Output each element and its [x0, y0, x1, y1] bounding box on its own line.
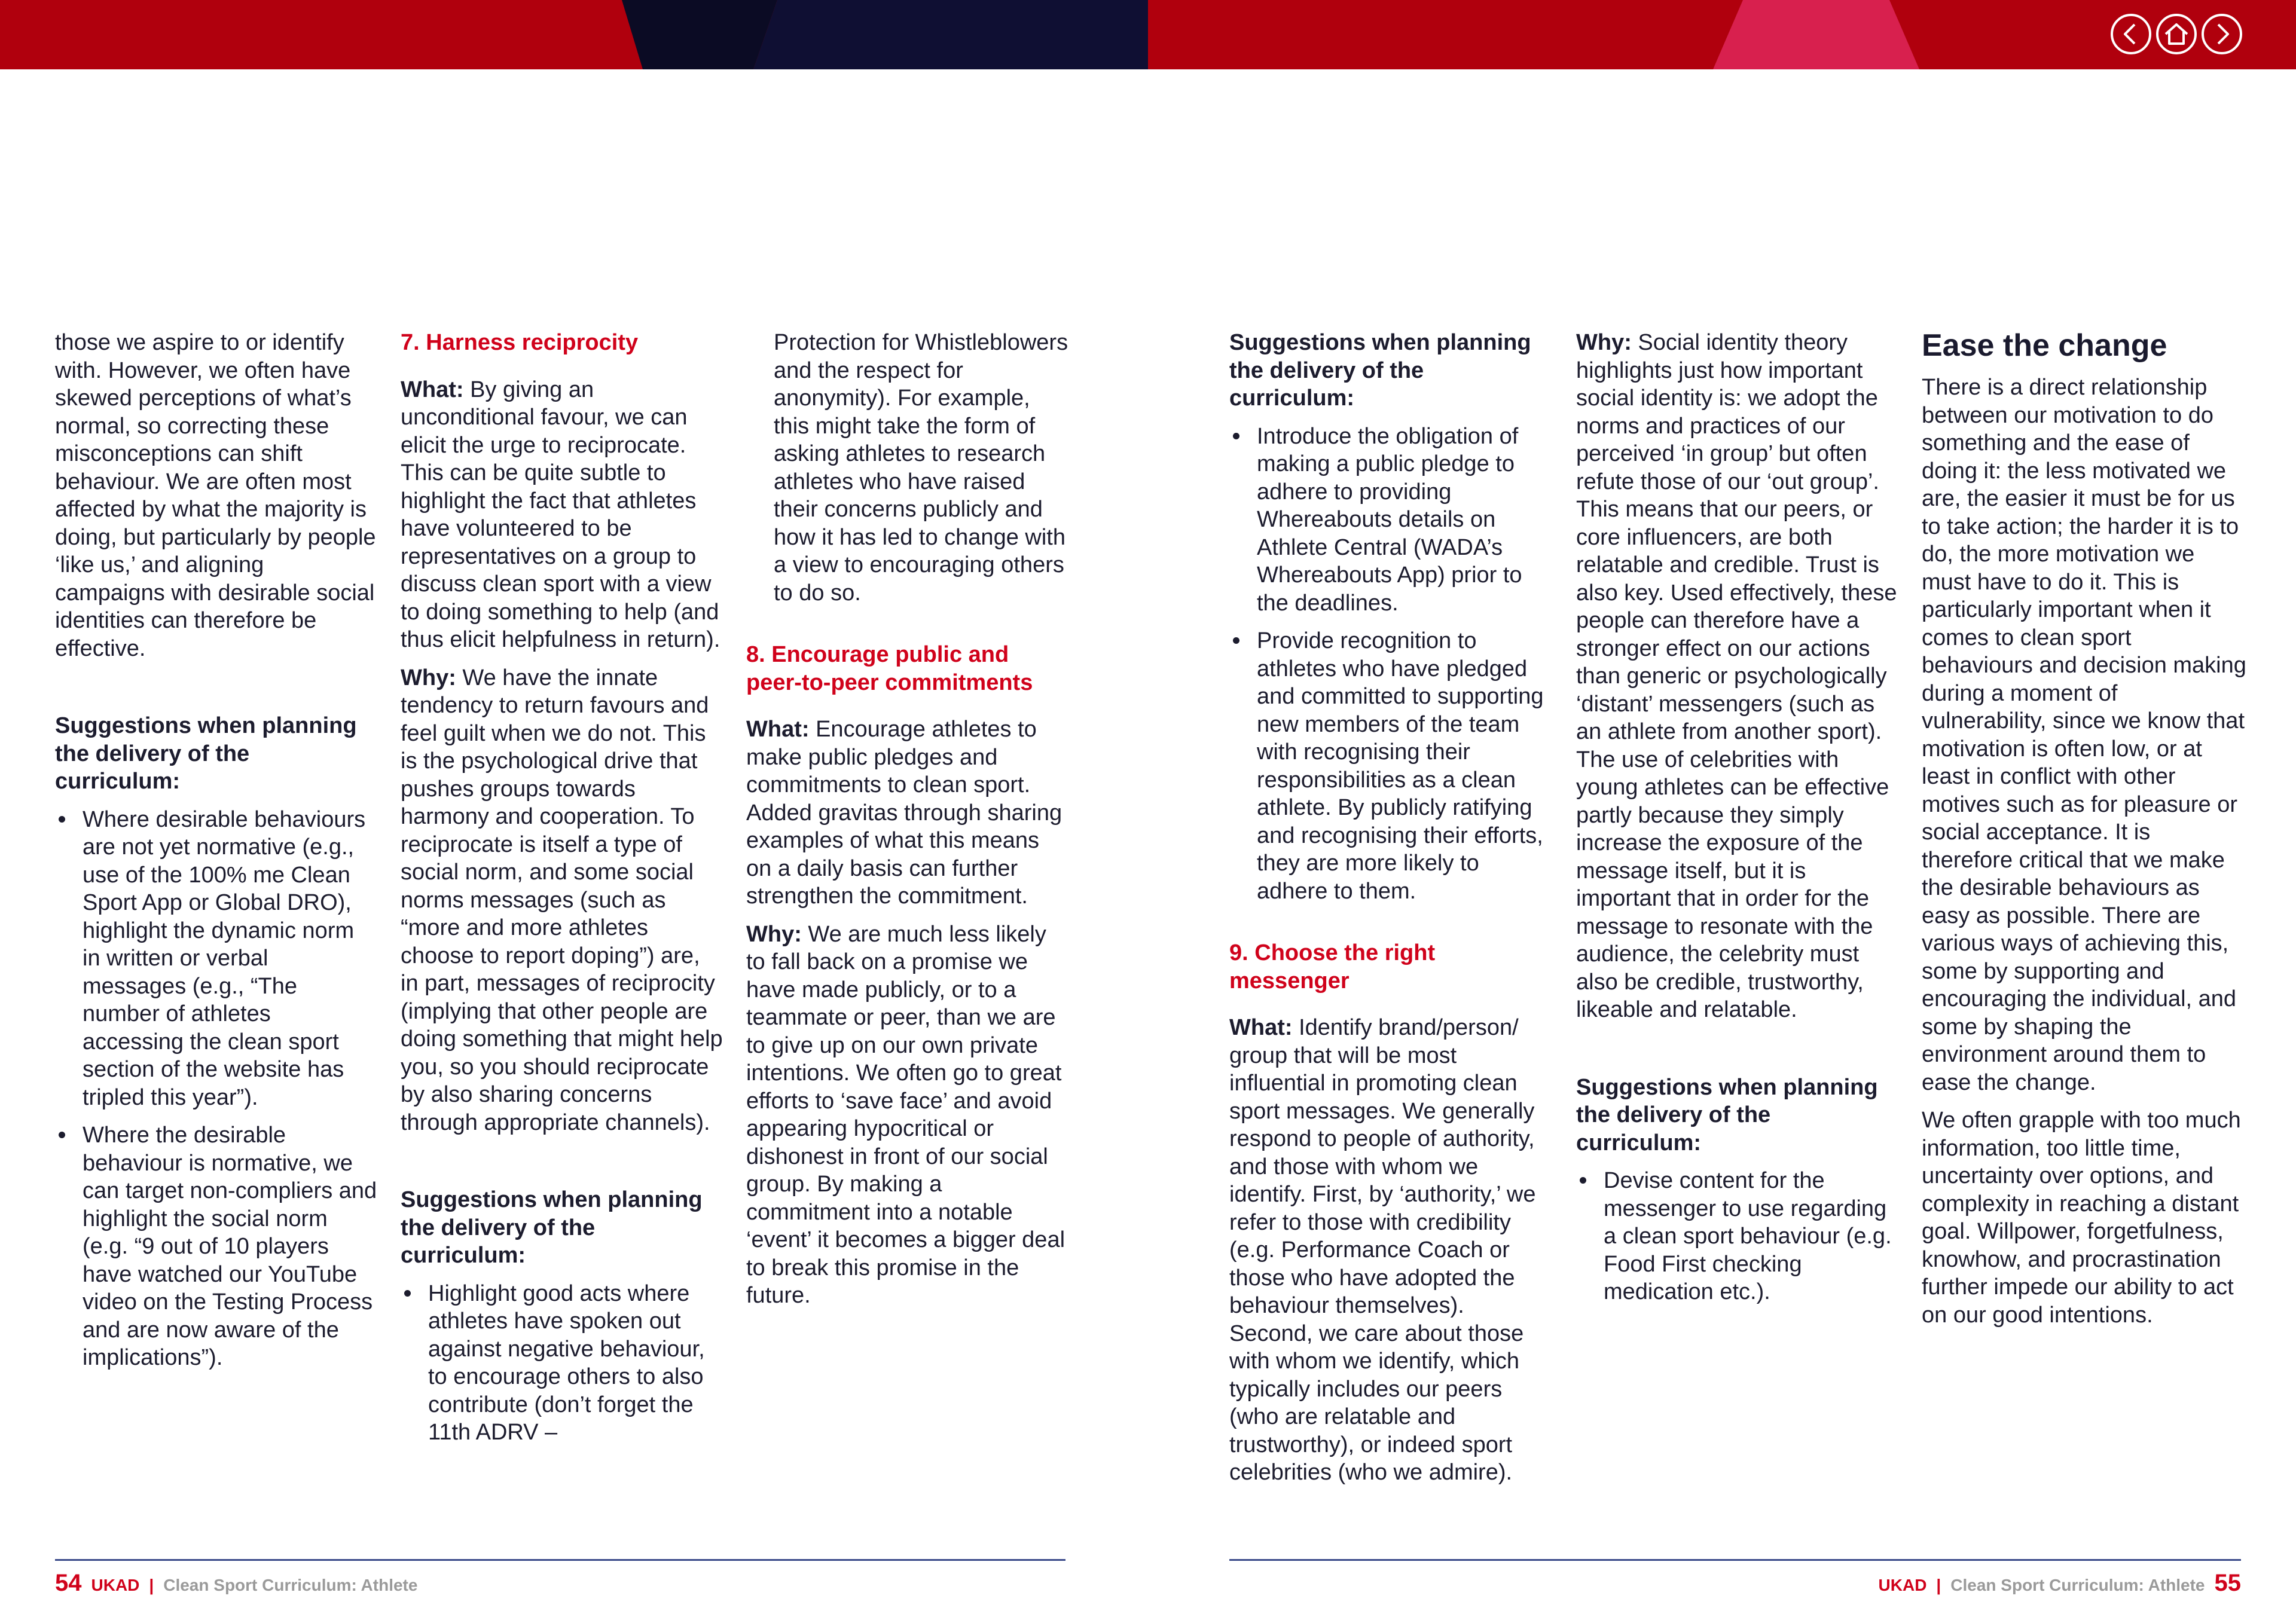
section-heading-reciprocity: 7. Harness reciprocity: [401, 330, 639, 355]
chevron-right-icon[interactable]: [2200, 13, 2243, 56]
banner-dark-shape: [622, 0, 777, 69]
suggestions-list: [55, 806, 378, 1372]
left-footer-rule: [55, 1559, 1065, 1561]
top-banner: [0, 0, 2296, 69]
left-col-1: [55, 329, 378, 1382]
what-label: What:: [746, 717, 810, 742]
what-paragraph: [1229, 1014, 1552, 1487]
list-item: Highlight good acts where athletes have spoken out against negative behaviour, to encourage others to also contribute (don’t forget the 11th ADRV –: [401, 1280, 723, 1447]
suggestions-heading: Suggestions when planning the delivery of the curriculum:: [1576, 1074, 1878, 1156]
why-text: We are much less likely to fall back on a promise we have made publicly, or to a teammate or peer, than we are to give up on our own private intentions. We often go to great efforts to ‘save face’ and avoid appearing hypocritical or dishonest in front of our social group. By making a commitment into a notable ‘event’ it becomes a bigger deal to break this promise in the future.: [746, 921, 1065, 1308]
list-item: Provide recognition to athletes who have pledged and committed to supporting new members of the team with recognising their responsibilities as a clean athlete. By publicly ratifying and recognising their efforts, they are more likely to adhere to them.: [1229, 627, 1552, 905]
home-icon[interactable]: [2155, 13, 2198, 56]
why-paragraph: [746, 921, 1069, 1310]
footer-separator: |: [1936, 1576, 1941, 1594]
footer-brand: UKAD: [1878, 1576, 1927, 1594]
why-label: Why:: [746, 921, 802, 947]
list-item: Where desirable behaviours are not yet normative (e.g., use of the 100% me Clean Sport App or Global DRO), highlight the dynamic norm in written or verbal messages (e.g., “The number of athletes accessing the clean sport section of the website has tripled this year”).: [55, 806, 378, 1112]
suggestions-heading: Suggestions when planning the delivery of the curriculum:: [401, 1187, 703, 1268]
why-label: Why:: [1576, 330, 1632, 355]
right-col-2: [1576, 329, 1899, 1316]
left-col-3: [746, 329, 1069, 1320]
what-label: What:: [1229, 1015, 1293, 1040]
what-text: Identify brand/person/ group that will be most influential in promoting clean sport messages. We generally respond to people of authority, and those with whom we identify. First, by ‘authority,’ we refer to those with credibility (e.g. Performance Coach or those who have adopted the behaviour themselves). Second, we care about those with whom we identify, which typically includes our peers (who are relatable and trustworthy), or indeed sport celebrities (who we admire).: [1229, 1015, 1536, 1485]
why-paragraph: [1576, 329, 1899, 1024]
left-col-2: [401, 329, 723, 1457]
section-heading-commitments: 8. Encourage public and peer-to-peer commitments: [746, 642, 1033, 695]
footer-doc-title: Clean Sport Curriculum: Athlete: [1950, 1576, 2205, 1594]
what-text: Encourage athletes to make public pledges and commitments to clean sport. Added gravitas through sharing examples of what this means on a daily basis can further strengthen the commitment.: [746, 717, 1062, 909]
section-heading-messenger: 9. Choose the right messenger: [1229, 940, 1436, 994]
what-text: By giving an unconditional favour, we can elicit the urge to reciprocate. This can be quite subtle to highlight the fact that athletes have volunteered to be representatives on a group to discuss clean sport with a view to doing something to help (and thus elicit helpfulness in return).: [401, 377, 720, 652]
what-label: What:: [401, 377, 464, 402]
footer-doc-title: Clean Sport Curriculum: Athlete: [163, 1576, 418, 1594]
what-paragraph: [401, 376, 723, 654]
list-item: Where the desirable behaviour is normative, we can target non-compliers and highlight the social norm (e.g. “9 out of 10 players have watched our YouTube video on the Testing Process and are now aware of the implications”).: [55, 1121, 378, 1372]
nav-controls: [2109, 13, 2243, 56]
right-footer: [1879, 1570, 2241, 1597]
right-footer-rule: [1229, 1559, 2241, 1561]
banner-navy-shape: [753, 0, 1148, 69]
suggestions-list: [1576, 1167, 1899, 1306]
ease-the-change-heading: Ease the change: [1922, 328, 2167, 363]
why-text: We have the innate tendency to return favours and feel guilt when we do not. This is the psychological drive that pushes groups towards harmony and cooperation. To reciprocate is itself a type of social norm, and some social norms messages (such as “more and more athletes choose to report doping”) are, in part, messages of reciprocity (implying that other people are doing something that might help you, so you should reciprocate by also sharing concerns through appropriate channels).: [401, 665, 723, 1135]
suggestions-heading: Suggestions when planning the delivery of the curriculum:: [55, 713, 357, 794]
list-item: Introduce the obligation of making a public pledge to adhere to providing Whereabouts details on Athlete Central (WADA’s Whereabouts App) prior to the deadlines.: [1229, 423, 1552, 618]
ease-paragraph-2: We often grapple with too much information, too little time, uncertainty over options, and complexity in reaching a distant goal. Willpower, forgetfulness, knowhow, and procrastination further impede our ability to act on our good intentions.: [1922, 1108, 2241, 1328]
page-number: 55: [2214, 1570, 2241, 1596]
right-col-3: [1922, 328, 2247, 1339]
suggestions-list: [401, 1280, 723, 1447]
left-footer: [55, 1570, 417, 1597]
banner-pink-shape: [1713, 0, 1919, 69]
bullet-continuation: Protection for Whistleblowers and the respect for anonymity). For example, this might take the form of asking athletes to research athletes who have raised their concerns publicly and how it has led to change with a view to encouraging others to do so.: [774, 330, 1068, 606]
chevron-left-icon[interactable]: [2109, 13, 2152, 56]
why-label: Why:: [401, 665, 456, 690]
suggestions-list: [1229, 423, 1552, 906]
page-number: 54: [55, 1570, 82, 1596]
ease-paragraph-1: There is a direct relationship between our motivation to do something and the ease of doing it: the less motivated we are, the easier it must be for us to take action; the harder it is to do, the more motivation we must have to do it. This is particularly important when it comes to clean sport behaviours and decision making during a moment of vulnerability, since we know that motivation is often low, or at least in conflict with other motives such as for pleasure or social acceptance. It is therefore critical that we make the desirable behaviours as easy as possible. There are various ways of achieving this, some by supporting and encouraging the individual, and some by shaping the environment around them to ease the change.: [1922, 375, 2246, 1095]
right-col-1: [1229, 329, 1552, 1497]
footer-separator: |: [149, 1576, 154, 1594]
suggestions-heading: Suggestions when planning the delivery of the curriculum:: [1229, 330, 1531, 411]
social-norms-paragraph: those we aspire to or identify with. However, we often have skewed perceptions of what’s normal, so correcting these misconceptions can shift behaviour. We are often most affected by what the majority is doing, but particularly by people ‘like us,’ and aligning campaigns with desirable social identities can therefore be effective.: [55, 330, 376, 661]
why-text: Social identity theory highlights just how important social identity is: we adopt the norms and practices of our perceived ‘in group’ but often refute those of our ‘out group’. This means that our peers, or core influencers, are both relatable and credible. Trust is also key. Used effectively, these people can therefore have a stronger effect on our actions than generic or psychologically ‘distant’ messengers (such as an athlete from another sport). The use of celebrities with young athletes can be effective partly because they simply increase the exposure of the message itself, but it is important that in order for the message to resonate with the audience, the celebrity must also be credible, trustworthy, likeable and relatable.: [1576, 330, 1897, 1022]
list-item: Devise content for the messenger to use regarding a clean sport behaviour (e.g. Food First checking medication etc.).: [1576, 1167, 1899, 1306]
what-paragraph: [746, 716, 1069, 910]
footer-brand: UKAD: [91, 1576, 140, 1594]
why-paragraph: [401, 664, 723, 1137]
